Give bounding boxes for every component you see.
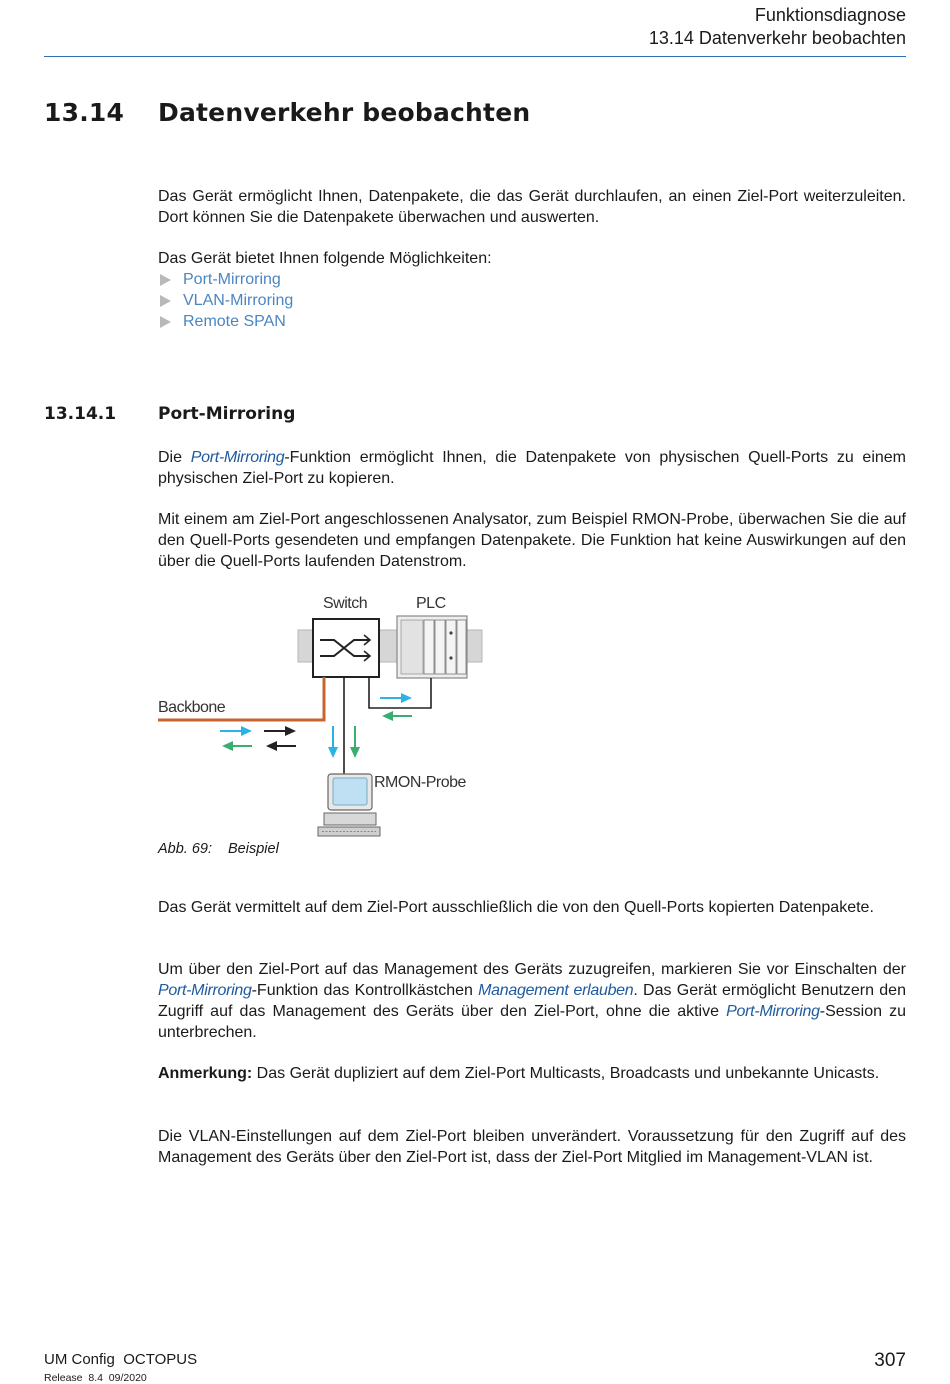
plc-led-icon (449, 656, 452, 659)
caption-number: Abb. 69: (158, 841, 213, 857)
section1-paragraph-1 (158, 447, 906, 489)
text-run: . Das Gerät ermöglicht Benutzern den Zugriff auf das Management des Geräts über den Ziel-Port, ohne die aktive (158, 982, 906, 1020)
triangle-bullet-icon (160, 316, 171, 328)
figure-caption (158, 841, 279, 857)
text-run: -Session zu unterbrechen. (158, 1003, 907, 1041)
footer-release: Release 8.4 09/2020 (44, 1372, 147, 1384)
list-item[interactable] (158, 269, 293, 290)
link-vlan-mirroring[interactable]: VLAN-Mirroring (183, 292, 294, 309)
label-backbone: Backbone (158, 699, 226, 716)
triangle-bullet-icon (160, 295, 171, 307)
text-run: Um über den Ziel-Port auf das Management des Geräts zuzugreifen, markieren Sie vor Einschalten der (158, 961, 906, 978)
page-number: 307 (874, 1350, 906, 1371)
plc-module-icon (446, 620, 456, 674)
heading2-number: 13.14.1 (44, 404, 117, 424)
term-port-mirroring: Port-Mirroring (726, 1003, 820, 1020)
triangle-bullet-icon (160, 274, 171, 286)
intro-link-list (158, 269, 293, 332)
arrowhead-green-icon (382, 711, 393, 721)
link-port-mirroring[interactable]: Port-Mirroring (183, 271, 281, 288)
term-management-erlauben: Management erlauben (478, 982, 634, 999)
section2-paragraph-2 (158, 959, 906, 1043)
footer-document-title: UM Config OCTOPUS (44, 1351, 198, 1368)
term-port-mirroring: Port-Mirroring (158, 982, 252, 999)
list-item[interactable] (158, 290, 293, 311)
arrowhead-green-icon (350, 747, 360, 758)
arrowhead-green-icon (222, 741, 233, 751)
plc-module-icon (435, 620, 445, 674)
plc-led-icon (449, 631, 452, 634)
text-run: Die (158, 449, 191, 466)
arrowhead-cyan-icon (401, 693, 412, 703)
arrowhead-cyan-icon (241, 726, 252, 736)
arrowhead-black-icon (285, 726, 296, 736)
arrowhead-black-icon (266, 741, 277, 751)
heading1-title: Datenverkehr beobachten (158, 98, 531, 127)
intro-paragraph-1: Das Gerät ermöglicht Ihnen, Datenpakete, die das Gerät durchlaufen, an einen Ziel-Port weiterzuleiten. Dort können Sie die Datenpakete überwachen und auswerten. (158, 188, 906, 226)
list-item[interactable] (158, 311, 293, 332)
section2-paragraph-4: Die VLAN-Einstellungen auf dem Ziel-Port bleiben unverändert. Voraussetzung für den Zugriff auf des Management des Geräts über den Ziel-Port ist, dass der Ziel-Port Mitglied im Management-VLAN ist. (158, 1128, 906, 1166)
section2-paragraph-1: Das Gerät vermittelt auf dem Ziel-Port ausschließlich die von den Quell-Ports kopierten Datenpakete. (158, 899, 874, 916)
figure-port-mirroring (158, 588, 488, 840)
label-rmon-probe: RMON-Probe (374, 774, 466, 791)
monitor-screen-icon (333, 778, 367, 805)
heading2-title: Port-Mirroring (158, 404, 296, 424)
link-remote-span[interactable]: Remote SPAN (183, 313, 286, 330)
header-section: 13.14 Datenverkehr beobachten (648, 28, 906, 48)
intro-paragraph-2: Das Gerät bietet Ihnen folgende Möglichkeiten: (158, 250, 492, 267)
label-switch: Switch (323, 595, 368, 612)
header-chapter: Funktionsdiagnose (754, 5, 906, 25)
note-paragraph (158, 1063, 906, 1084)
label-plc: PLC (416, 595, 446, 612)
computer-base-icon (324, 813, 376, 825)
note-label: Anmerkung: (158, 1065, 253, 1082)
arrowhead-cyan-icon (328, 747, 338, 758)
header-rule (44, 56, 906, 57)
switch-icon (313, 619, 379, 677)
text-run: -Funktion ermöglicht Ihnen, die Datenpakete von physischen Quell-Ports zu einem physischen Ziel-Port zu kopieren. (158, 449, 907, 487)
term-port-mirroring: Port-Mirroring (190, 449, 285, 466)
plc-module-icon (457, 620, 466, 674)
heading1-number: 13.14 (44, 98, 125, 127)
caption-text: Beispiel (228, 841, 279, 857)
note-text: Das Gerät dupliziert auf dem Ziel-Port Multicasts, Broadcasts und unbekannte Unicasts. (252, 1065, 880, 1082)
plc-module-icon (401, 620, 423, 674)
plc-cable (369, 677, 431, 708)
section1-paragraph-2: Mit einem am Ziel-Port angeschlossenen Analysator, zum Beispiel RMON-Probe, überwachen Sie die auf den Quell-Ports gesendeten und empfangen Datenpakete. Die Funktion hat keine Auswirkungen auf den über die Quell-Ports laufenden Datenstrom. (158, 511, 906, 570)
plc-module-icon (424, 620, 434, 674)
text-run: -Funktion das Kontrollkästchen (251, 982, 479, 999)
